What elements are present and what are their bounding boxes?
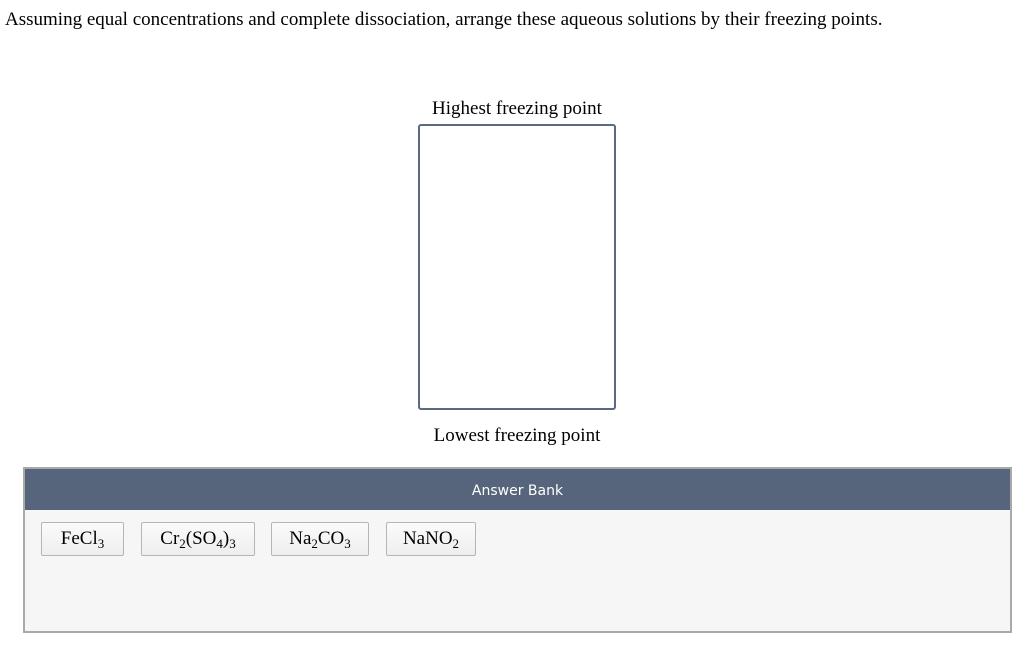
highest-freezing-point-label: Highest freezing point [432, 98, 602, 119]
answer-chip-na2co3[interactable]: $Na_2CO_3$ [271, 522, 369, 556]
question-text: Assuming equal concentrations and complete dissociation, arrange these aqueous solutions by their freezing points. [5, 9, 883, 30]
answer-chip-fecl3[interactable]: FeCl$_3$ [41, 522, 124, 556]
answer-bank [23, 467, 1012, 633]
lowest-freezing-point-label: Lowest freezing point [433, 425, 601, 446]
answer-chip-nano2[interactable]: NaNO$_2$ [386, 522, 476, 556]
answer-chip-cr2so43[interactable]: $Cr_2(SO_4)_3$ [141, 522, 255, 556]
answer-bank-header: Answer Bank [25, 469, 1010, 510]
ranking-drop-zone[interactable] [418, 124, 616, 410]
